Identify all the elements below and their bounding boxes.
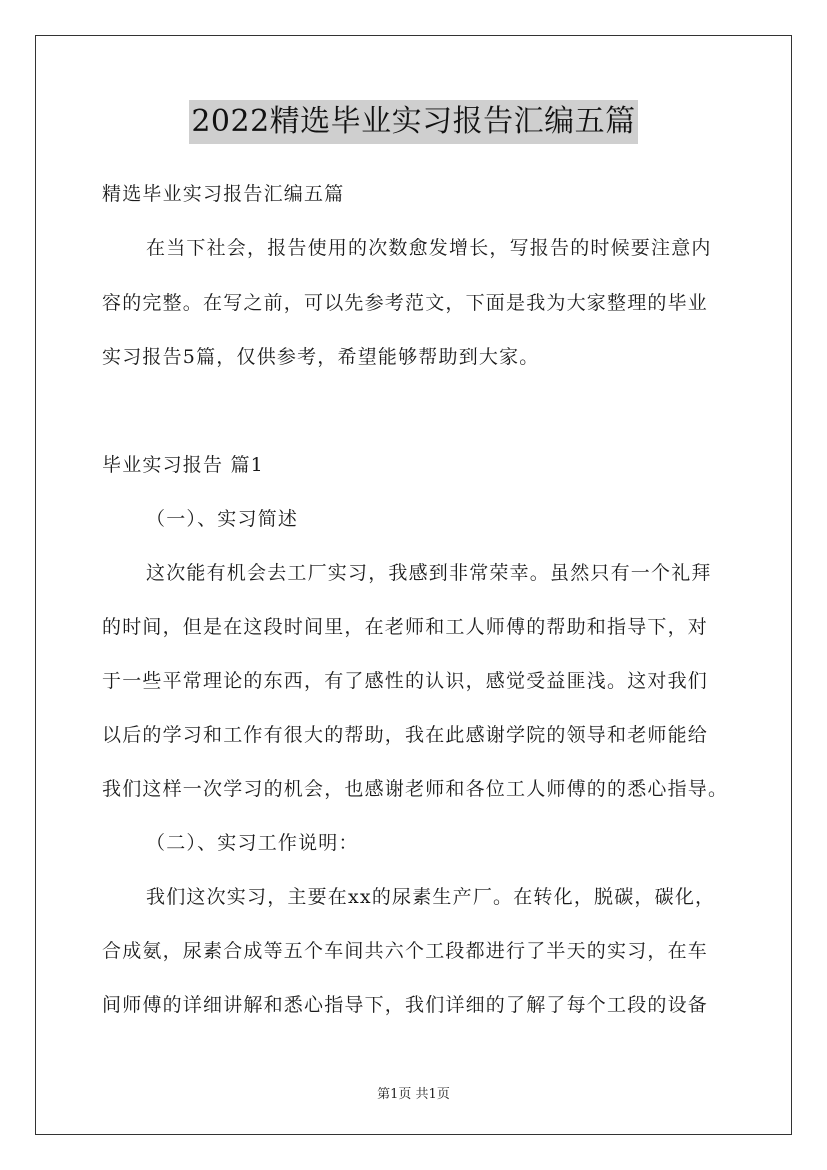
para2-line-1: 我们这次实习，主要在xx的尿素生产厂。在转化，脱碳，碳化， xyxy=(146,886,716,908)
para1-line-4: 以后的学习和工作有很大的帮助，我在此感谢学院的领导和老师能给 xyxy=(102,724,709,746)
document-title: 2022精选毕业实习报告汇编五篇 xyxy=(189,100,637,144)
para1-line-5: 我们这样一次学习的机会，也感谢老师和各位工人师傅的的悉心指导。 xyxy=(102,778,729,800)
para1-line-3: 于一些平常理论的东西，有了感性的认识，感觉受益匪浅。这对我们 xyxy=(102,670,709,692)
title-wrap xyxy=(0,100,827,144)
sub-heading-2: （二）、实习工作说明： xyxy=(146,832,359,854)
para1-line-1: 这次能有机会去工厂实习，我感到非常荣幸。虽然只有一个礼拜 xyxy=(146,562,712,584)
section-heading: 毕业实习报告 篇1 xyxy=(102,454,264,476)
document-subtitle: 精选毕业实习报告汇编五篇 xyxy=(102,183,345,205)
intro-line-1: 在当下社会，报告使用的次数愈发增长，写报告的时候要注意内 xyxy=(146,237,712,259)
sub-heading-1: （一）、实习简述 xyxy=(146,508,299,530)
intro-line-3: 实习报告5篇，仅供参考，希望能够帮助到大家。 xyxy=(102,346,540,368)
para2-line-2: 合成氨，尿素合成等五个车间共六个工段都进行了半天的实习，在车 xyxy=(102,940,709,962)
para2-line-3: 间师傅的详细讲解和悉心指导下，我们详细的了解了每个工段的设备 xyxy=(102,994,709,1016)
page-footer: 第1页 共1页 xyxy=(377,1087,450,1102)
para1-line-2: 的时间，但是在这段时间里，在老师和工人师傅的帮助和指导下，对 xyxy=(102,616,709,638)
intro-line-2: 容的完整。在写之前，可以先参考范文，下面是我为大家整理的毕业 xyxy=(102,292,709,314)
